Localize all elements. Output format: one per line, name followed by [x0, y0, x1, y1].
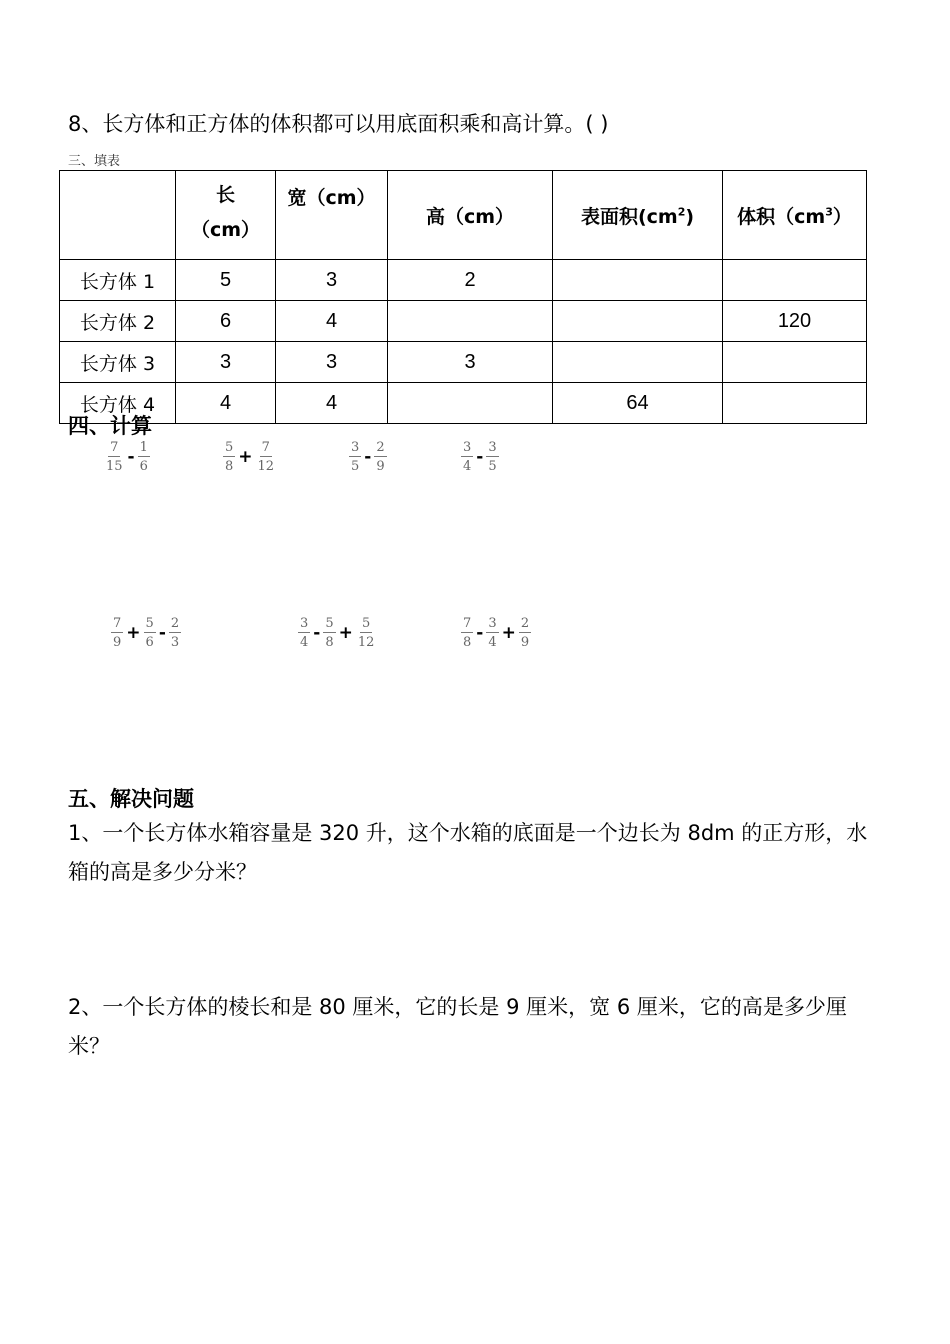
denominator: 6	[145, 635, 154, 650]
operator: -	[127, 447, 135, 467]
denominator: 8	[325, 635, 334, 650]
cell-surface-area	[553, 342, 723, 383]
cell-volume	[723, 383, 867, 424]
fraction	[461, 617, 473, 649]
judge-question-8: 8、长方体和正方体的体积都可以用底面积乘和高计算。( )	[68, 112, 609, 136]
calc-expression-5	[110, 617, 182, 649]
row-label: 长方体 1	[60, 260, 176, 301]
calc-expression-3	[348, 441, 388, 473]
table-row	[60, 383, 867, 424]
denominator: 6	[139, 459, 148, 474]
numerator: 3	[463, 440, 472, 455]
fraction	[169, 617, 181, 649]
operator: -	[476, 623, 484, 643]
row-label: 长方体 3	[60, 342, 176, 383]
header-volume	[723, 171, 867, 260]
header-surface-area	[553, 171, 723, 260]
cell-length: 5	[176, 260, 276, 301]
operator: -	[313, 623, 321, 643]
numerator: 7	[113, 616, 122, 631]
fraction	[111, 617, 123, 649]
fraction	[104, 441, 125, 473]
word-problem-2: 2、一个长方体的棱长和是 80 厘米，它的长是 9 厘米，宽 6 厘米，它的高是多少厘米？	[68, 995, 847, 1058]
cell-width: 4	[276, 301, 388, 342]
fraction	[256, 441, 277, 473]
denominator: 9	[520, 635, 530, 650]
numerator: 7	[463, 616, 472, 631]
row-label: 长方体 4	[60, 383, 176, 424]
denominator: 3	[170, 635, 180, 650]
operator: +	[238, 447, 253, 467]
numerator: 3	[351, 440, 360, 455]
table-row	[60, 342, 867, 383]
fill-in-table	[59, 170, 867, 424]
cell-length: 4	[176, 383, 276, 424]
cell-height	[388, 383, 553, 424]
cell-width: 3	[276, 342, 388, 383]
header-volume-close: ）	[832, 205, 852, 228]
denominator: 4	[488, 635, 497, 650]
cell-width: 3	[276, 260, 388, 301]
cell-volume	[723, 342, 867, 383]
numerator: 3	[488, 616, 497, 631]
numerator: 5	[225, 440, 234, 455]
denominator: 15	[106, 459, 123, 474]
calc-expression-1	[103, 441, 151, 473]
calc-expression-4	[460, 441, 500, 473]
fraction	[144, 617, 156, 649]
header-volume-sup: 3	[825, 205, 833, 219]
header-width: 宽（cm）	[276, 171, 388, 260]
denominator: 9	[376, 459, 385, 474]
fraction	[138, 441, 150, 473]
table-row	[60, 260, 867, 301]
numerator: 2	[520, 616, 530, 631]
fraction	[486, 441, 498, 473]
word-problem-1: 1、一个长方体水箱容量是 320 升，这个水箱的底面是一个边长为 8dm 的正方形，水箱的高是多少分米？	[68, 821, 868, 884]
fraction	[374, 441, 386, 473]
section-3-title: 三、填表	[68, 154, 121, 169]
fraction	[323, 617, 335, 649]
numerator: 5	[145, 616, 154, 631]
section-5-title: 五、解决问题	[68, 787, 194, 811]
numerator: 5	[325, 616, 334, 631]
fraction	[298, 617, 310, 649]
denominator: 12	[357, 635, 375, 650]
header-volume-text: 体积（cm	[737, 205, 826, 228]
cell-width: 4	[276, 383, 388, 424]
numerator: 3	[488, 440, 497, 455]
calc-expression-6	[297, 617, 377, 649]
operator: -	[476, 447, 484, 467]
numerator: 1	[139, 440, 148, 455]
cell-length: 3	[176, 342, 276, 383]
denominator: 4	[300, 635, 309, 650]
cell-volume	[723, 260, 867, 301]
denominator: 8	[225, 459, 234, 474]
numerator: 7	[261, 440, 270, 455]
header-height: 高（cm）	[388, 171, 553, 260]
operator: +	[338, 623, 353, 643]
numerator: 7	[110, 440, 119, 455]
header-length-char: 长	[215, 184, 235, 206]
table-row	[60, 301, 867, 342]
numerator: 2	[170, 616, 180, 631]
header-surface-area-sup: 2	[677, 205, 686, 219]
cell-height	[388, 301, 553, 342]
header-blank	[60, 171, 176, 260]
cell-length: 6	[176, 301, 276, 342]
header-length	[176, 171, 276, 260]
table-header-row	[60, 171, 867, 260]
fraction	[519, 617, 531, 649]
denominator: 8	[463, 635, 472, 650]
denominator: 12	[257, 459, 275, 474]
calc-expression-7	[460, 617, 532, 649]
denominator: 5	[351, 459, 360, 474]
header-surface-area-close: )	[685, 205, 695, 228]
operator: -	[364, 447, 372, 467]
operator: -	[158, 623, 166, 643]
operator: +	[126, 623, 141, 643]
section-4-title: 四、计算	[68, 414, 152, 438]
cell-volume: 120	[723, 301, 867, 342]
cell-height: 3	[388, 342, 553, 383]
denominator: 5	[488, 459, 497, 474]
fraction	[486, 617, 498, 649]
operator: +	[501, 623, 516, 643]
denominator: 4	[463, 459, 472, 474]
cell-surface-area	[553, 260, 723, 301]
denominator: 9	[113, 635, 122, 650]
numerator: 3	[300, 616, 309, 631]
calc-expression-2	[222, 441, 277, 473]
header-surface-area-text: 表面积(cm	[580, 205, 678, 228]
cell-surface-area: 64	[553, 383, 723, 424]
fraction	[461, 441, 473, 473]
numerator: 5	[362, 616, 371, 631]
fraction	[349, 441, 361, 473]
header-length-unit: （cm）	[190, 219, 261, 241]
numerator: 2	[376, 440, 385, 455]
cell-surface-area	[553, 301, 723, 342]
fraction	[356, 617, 377, 649]
row-label: 长方体 2	[60, 301, 176, 342]
cell-height: 2	[388, 260, 553, 301]
fraction	[223, 441, 235, 473]
